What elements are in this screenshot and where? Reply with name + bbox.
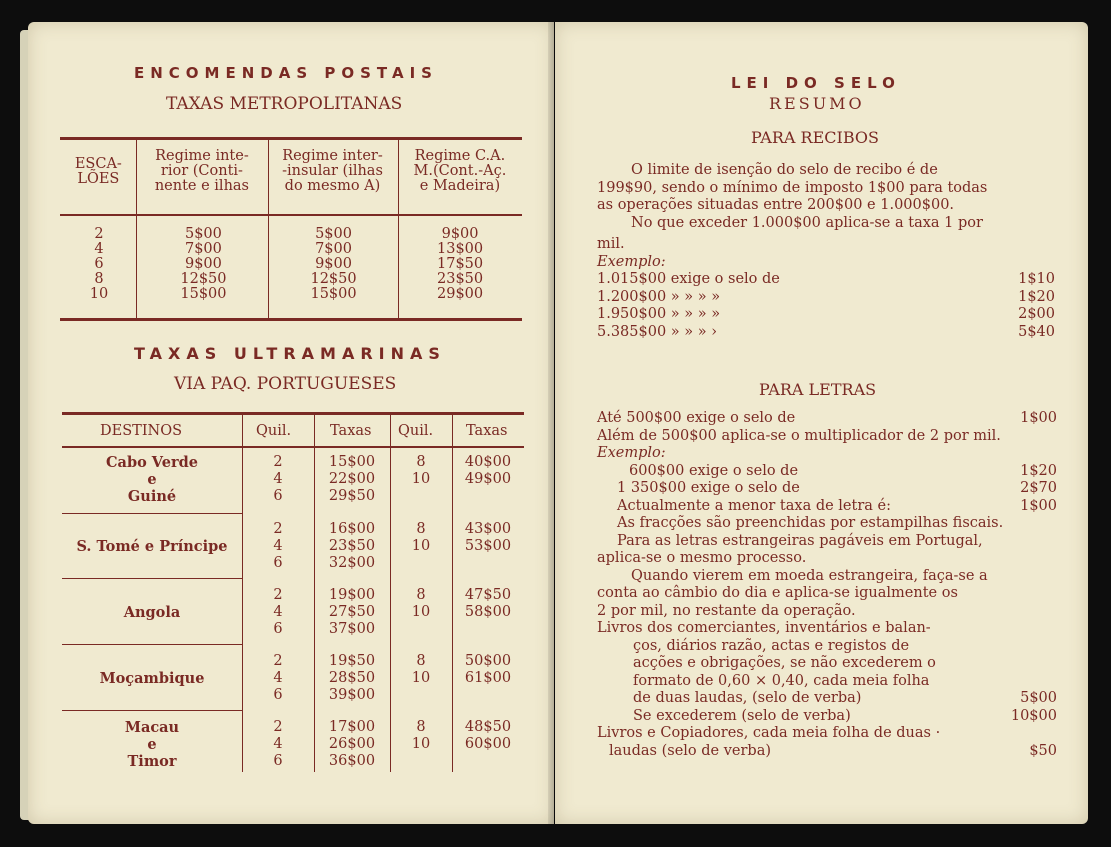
p6-value: 10$00: [1010, 707, 1057, 724]
metro-header-table: [60, 149, 522, 194]
letras-l1-label: Até 500$00 exige o selo de: [597, 410, 796, 426]
quil-2-value: 8: [416, 521, 426, 537]
cam-value: 29$00: [437, 286, 484, 302]
quil-2-value: 10: [411, 736, 431, 752]
destination-name: Timor: [127, 753, 177, 770]
letra-example-row: [597, 480, 1057, 498]
taxas-2-value: 40$00: [464, 454, 512, 470]
letras-p7-last: [597, 743, 1057, 761]
taxas-2-value: 61$00: [464, 670, 512, 686]
destination-name: Cabo Verde: [106, 454, 198, 471]
taxas-1-value: 27$50: [328, 604, 376, 620]
p5-last-value: 5$00: [1020, 690, 1057, 706]
letras-heading: PARA LETRAS: [759, 380, 877, 399]
cam-value: 17$50: [437, 256, 484, 272]
header-taxas-2: Taxas: [466, 423, 508, 439]
insular-value: 15$00: [310, 286, 357, 302]
destination-name: Moçambique: [99, 670, 205, 687]
insular-value: 9$00: [315, 256, 352, 272]
example-value: 1$10: [1018, 271, 1055, 287]
interior-value: 12$50: [180, 271, 227, 287]
letras-p3-line: As fracções são preenchidas por estampilhas fiscais.: [617, 515, 1004, 531]
taxas-1-value: 32$00: [328, 555, 376, 571]
p6-label: Se excederem (selo de verba): [633, 707, 851, 724]
quil-1-value: 2: [273, 719, 283, 735]
quil-1-value: 4: [273, 670, 283, 686]
letras-p5-line: acções e obrigações, se não excederem o: [633, 655, 936, 671]
quil-1-value: 2: [273, 454, 283, 470]
quil-1-value: 6: [273, 555, 283, 571]
quil-2-value: 10: [411, 471, 431, 487]
header-insular: Regime inter- -insular (ilhas do mesmo A): [282, 148, 383, 194]
taxas-2-value: 49$00: [464, 471, 512, 487]
escalao: 4: [94, 241, 104, 257]
recibos-p2-line: mil.: [597, 236, 625, 252]
recibo-example-row: [597, 324, 1055, 342]
header-escaloes: ESCA- LÕES: [74, 155, 122, 187]
taxas-1-value: 15$00: [328, 454, 376, 470]
example-value: 1$20: [1020, 462, 1057, 479]
quil-1-value: 4: [273, 471, 283, 487]
p7-last-value: $50: [1029, 742, 1057, 759]
quil-2-value: 8: [416, 587, 426, 603]
table-row: [60, 242, 522, 257]
interior-value: 9$00: [184, 256, 222, 272]
recibo-example-row: [597, 306, 1055, 324]
letra-example-row: [597, 463, 1057, 481]
taxas-2-value: 53$00: [464, 538, 512, 554]
metro-subtitle: TAXAS METROPOLITANAS: [166, 94, 403, 114]
cam-value: 9$00: [441, 226, 479, 242]
lei-do-selo-title: LEI DO SELO: [731, 74, 901, 92]
letras-section: [597, 410, 1057, 760]
interior-value: 5$00: [184, 226, 222, 242]
recibos-p2-line: No que exceder 1.000$00 aplica-se a taxa 1 por: [631, 214, 983, 231]
quil-2-value: 8: [416, 454, 426, 470]
table-row: [60, 227, 522, 242]
destination-name: e: [147, 471, 157, 488]
taxas-1-value: 26$00: [328, 736, 376, 752]
quil-2-value: 8: [416, 719, 426, 735]
header-quil-2: Quil.: [398, 423, 434, 439]
letras-p4-line: Quando vierem em moeda estrangeira, faça-se a: [631, 567, 988, 584]
quil-1-value: 6: [273, 687, 283, 703]
escalao: 2: [94, 226, 104, 242]
taxas-1-value: 23$50: [328, 538, 376, 554]
example-label: 1.200$00 » » » »: [597, 288, 721, 305]
example-value: 5$40: [1018, 323, 1055, 340]
taxas-1-value: 16$00: [328, 521, 376, 537]
taxas-1-value: 29$50: [328, 488, 376, 504]
taxas-2-value: 47$50: [464, 587, 512, 603]
example-value: 2$00: [1018, 306, 1055, 322]
letras-p5-line: ços, diários razão, actas e registos de: [633, 637, 910, 654]
taxas-2-value: 60$00: [464, 736, 512, 752]
letras-l2: Além de 500$00 aplica-se o multiplicador de 2 por mil.: [597, 427, 1001, 444]
taxas-1-value: 36$00: [328, 753, 376, 769]
example-value: 1$00: [1020, 497, 1057, 514]
example-label: 1 350$00 exige o selo de: [617, 480, 800, 496]
recibo-example-row: [597, 271, 1055, 289]
taxas-1-value: 37$00: [328, 621, 376, 637]
table-row: [60, 287, 522, 302]
cam-value: 13$00: [437, 241, 484, 257]
example-value: 2$70: [1020, 480, 1057, 496]
destination-name: S. Tomé e Príncipe: [76, 538, 228, 555]
insular-value: 12$50: [310, 271, 357, 287]
letras-p4-line: conta ao câmbio do dia e aplica-se igualmente os: [597, 585, 958, 601]
quil-1-value: 6: [273, 488, 283, 504]
ultramarinas-title: TAXAS ULTRAMARINAS: [134, 344, 446, 363]
recibos-heading: PARA RECIBOS: [751, 128, 879, 147]
destination-name: Macau: [124, 719, 180, 736]
resumo-subtitle: RESUMO: [769, 94, 865, 113]
letras-l1-value: 1$00: [1020, 410, 1057, 426]
escalao: 8: [94, 271, 104, 287]
header-interior: Regime inte- rior (Conti- nente e ilhas: [154, 148, 249, 194]
destination-name: e: [147, 736, 157, 753]
interior-value: 15$00: [180, 286, 227, 302]
taxas-1-value: 39$00: [328, 687, 376, 703]
letras-p5-last: [597, 690, 1057, 708]
insular-value: 7$00: [315, 241, 352, 257]
quil-1-value: 6: [273, 753, 283, 769]
example-value: 1$20: [1018, 288, 1055, 305]
p5-last-label: de duas laudas, (selo de verba): [633, 690, 862, 706]
quil-1-value: 4: [273, 538, 283, 554]
escalao: 6: [94, 256, 104, 272]
recibos-section: [597, 162, 1055, 341]
quil-1-value: 6: [273, 621, 283, 637]
letras-p5-line: formato de 0,60 × 0,40, cada meia folha: [633, 672, 930, 689]
example-label: 5.385$00 » » » ›: [597, 323, 718, 340]
recibo-example-row: [597, 289, 1055, 307]
left-page: [28, 22, 554, 824]
letras-p6: [597, 708, 1057, 726]
ultra-subtitle: VIA PAQ. PORTUGUESES: [174, 374, 397, 394]
letras-p3-line: Para as letras estrangeiras pagáveis em Portugal,: [617, 532, 983, 549]
table-row: [60, 272, 522, 287]
taxas-2-value: 48$50: [464, 719, 512, 735]
letras-p7: Livros e Copiadores, cada meia folha de duas ·: [597, 725, 941, 741]
encomendas-title: ENCOMENDAS POSTAIS: [134, 64, 438, 82]
quil-1-value: 4: [273, 604, 283, 620]
quil-1-value: 2: [273, 521, 283, 537]
destination-name: Guiné: [127, 488, 177, 505]
cam-value: 23$50: [437, 271, 484, 287]
taxas-1-value: 17$00: [328, 719, 376, 735]
quil-1-value: 4: [273, 736, 283, 752]
taxas-2-value: 58$00: [464, 604, 512, 620]
quil-1-value: 2: [273, 587, 283, 603]
taxas-2-value: 43$00: [464, 521, 512, 537]
recibos-p1-line: 199$90, sendo o mínimo de imposto 1$00 para todas: [597, 179, 988, 196]
quil-2-value: 10: [411, 670, 431, 686]
taxas-1-value: 19$00: [328, 587, 376, 603]
letras-p3-line: aplica-se o mesmo processo.: [597, 550, 807, 566]
recibos-exemplo: Exemplo:: [597, 253, 666, 270]
example-label: 1.950$00 » » » »: [597, 306, 721, 322]
taxas-1-value: 22$00: [328, 471, 376, 487]
taxas-1-value: 28$50: [328, 670, 376, 686]
header-cam: Regime C.A. M.(Cont.-Aç. e Madeira): [413, 148, 507, 194]
letras-exemplo: Exemplo:: [597, 445, 666, 461]
letra-example-row: [597, 498, 1057, 516]
example-label: 600$00 exige o selo de: [629, 462, 799, 479]
example-label: 1.015$00 exige o selo de: [597, 271, 780, 287]
interior-value: 7$00: [184, 241, 222, 257]
quil-2-value: 10: [411, 604, 431, 620]
header-quil-1: Quil.: [256, 423, 292, 439]
letras-p5-line: Livros dos comerciantes, inventários e balan-: [597, 620, 931, 636]
table-row: [60, 257, 522, 272]
quil-1-value: 2: [273, 653, 283, 669]
example-label: Actualmente a menor taxa de letra é:: [617, 497, 891, 514]
letras-p4-line: 2 por mil, no restante da operação.: [597, 602, 856, 619]
insular-value: 5$00: [315, 226, 352, 242]
metro-table: [60, 227, 522, 302]
taxas-1-value: 19$50: [328, 653, 376, 669]
header-destinos: DESTINOS: [100, 423, 183, 439]
right-page: [555, 22, 1088, 824]
taxas-2-value: 50$00: [464, 653, 512, 669]
quil-2-value: 10: [411, 538, 431, 554]
destination-name: Angola: [123, 604, 181, 621]
escalao: 10: [89, 286, 109, 302]
recibos-p1-line: as operações situadas entre 200$00 e 1.000$00.: [597, 197, 955, 213]
quil-2-value: 8: [416, 653, 426, 669]
header-taxas-1: Taxas: [330, 423, 372, 439]
recibos-p1-line: O limite de isenção do selo de recibo é de: [631, 162, 938, 178]
p7-last-label: laudas (selo de verba): [609, 742, 772, 759]
letras-l1: [597, 410, 1057, 428]
